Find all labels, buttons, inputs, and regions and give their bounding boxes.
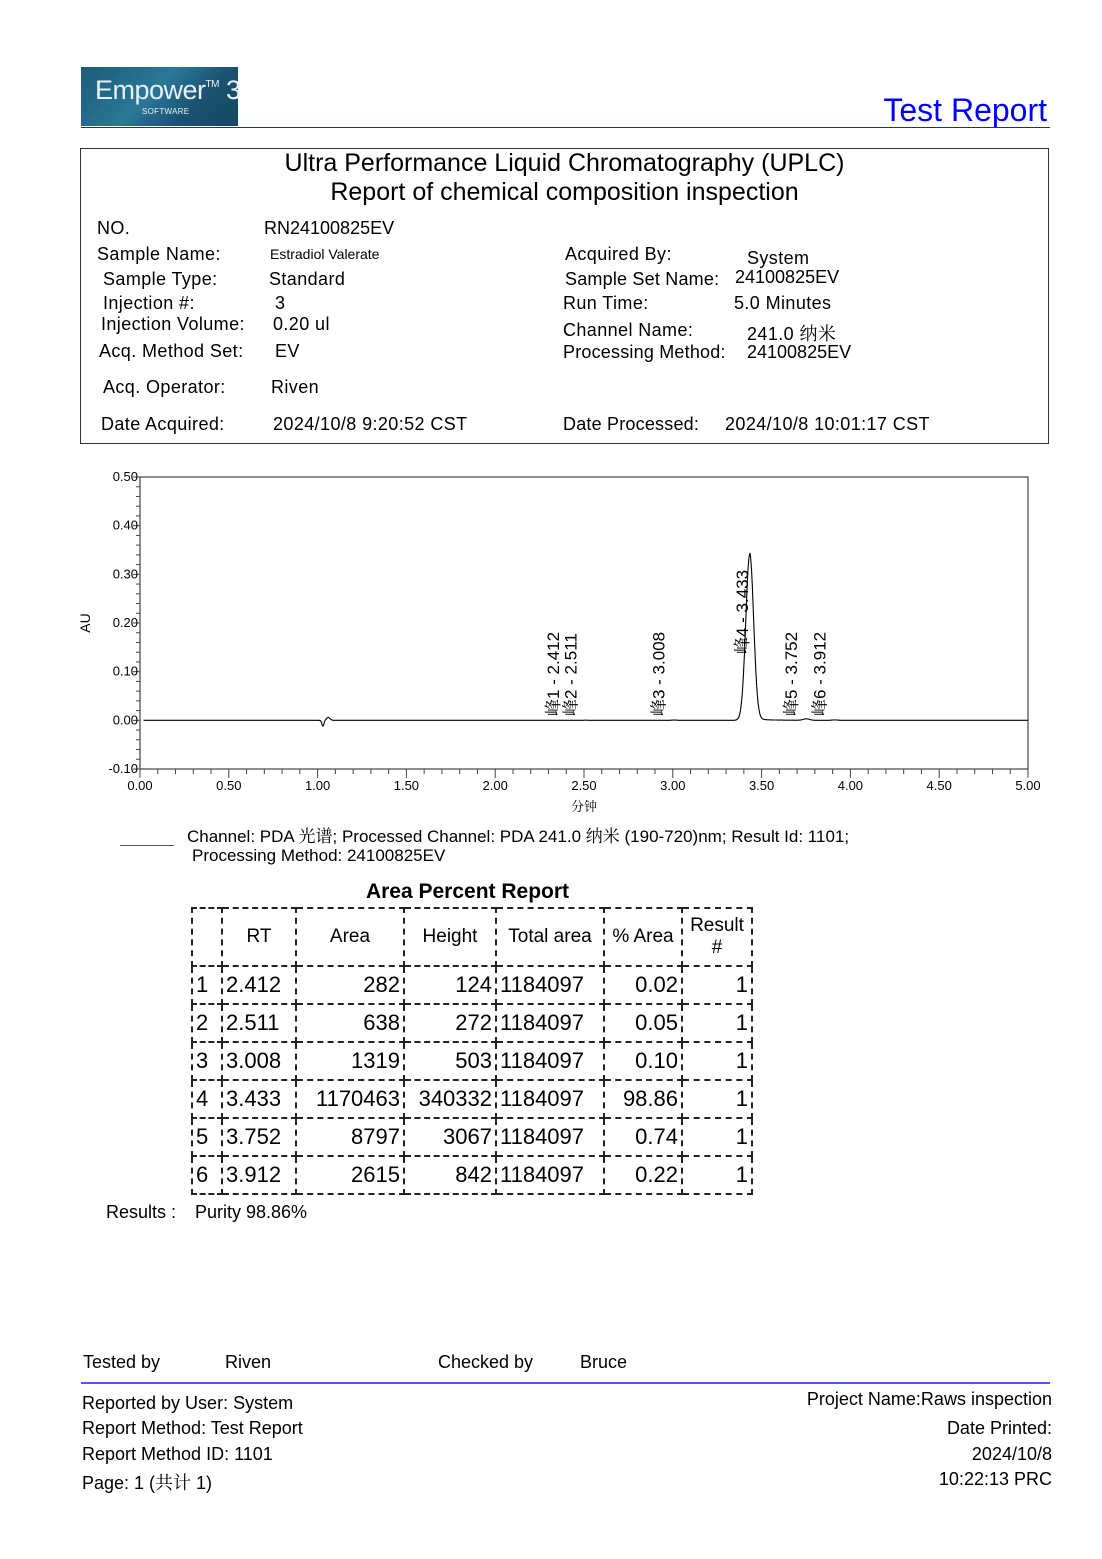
checked-by-value: Bruce (580, 1352, 628, 1372)
x-tick-label: 3.00 (660, 778, 686, 793)
x-tick-label: 1.00 (304, 778, 331, 793)
chromatogram-chart (70, 460, 1060, 820)
legend-processing-method: Processing Method: 24100825EV (192, 846, 446, 865)
cell-total-area: 1184097 (496, 1042, 604, 1080)
processing-method-label: Processing Method: (563, 342, 726, 362)
col-rt: RT (222, 908, 296, 966)
cell-height: 272 (404, 1004, 496, 1042)
cell-result-num: 1 (682, 966, 752, 1004)
acquired-by-value: System (747, 248, 810, 268)
report-method-id: Report Method ID: 1101 (82, 1444, 273, 1464)
table-row (192, 1080, 752, 1118)
acquired-by-label: Acquired By: (565, 244, 672, 264)
cell-rt: 2.412 (222, 966, 296, 1004)
peak-label: 峰5 - 3.752 (781, 631, 801, 716)
cell-total-area: 1184097 (496, 1080, 604, 1118)
cell-rt: 2.511 (222, 1004, 296, 1042)
no-label: NO. (97, 218, 131, 238)
cell-index: 2 (192, 1004, 222, 1042)
peak-label: 峰2 - 2.511 (561, 633, 581, 716)
inj-volume-value: 0.20 ul (273, 314, 330, 334)
cell-result-num: 1 (682, 1118, 752, 1156)
cell-area: 638 (296, 1004, 404, 1042)
y-tick-label: 0.30 (112, 566, 138, 582)
logo-version: 3 (226, 75, 241, 105)
legend-channel-info: Channel: PDA 光谱; Processed Channel: PDA 241.0 纳米 (190-720)nm; Result Id: 1101; (187, 827, 850, 846)
cell-area: 1170463 (296, 1080, 404, 1118)
y-axis-tick-labels (108, 469, 138, 776)
date-acquired-value: 2024/10/8 9:20:52 CST (273, 414, 468, 434)
channel-name-label: Channel Name: (563, 320, 694, 340)
cell-area: 282 (296, 966, 404, 1004)
table-row (192, 1004, 752, 1042)
cell-result-num: 1 (682, 1004, 752, 1042)
y-axis-label: AU (77, 613, 93, 633)
table-row (192, 966, 752, 1004)
cell-result-num: 1 (682, 1156, 752, 1194)
x-tick-label: 3.50 (748, 778, 775, 793)
injection-value: 3 (275, 293, 286, 313)
acq-method-label: Acq. Method Set: (99, 341, 244, 361)
cell-area: 2615 (296, 1156, 404, 1194)
cell-pct-area: 0.22 (604, 1156, 682, 1194)
peak-label: 峰3 - 3.008 (649, 631, 669, 716)
sample-type-value: Standard (269, 269, 346, 289)
date-processed-label: Date Processed: (563, 414, 700, 434)
peak-labels (544, 570, 829, 716)
y-tick-label: 0.50 (112, 469, 138, 484)
cell-height: 503 (404, 1042, 496, 1080)
date-printed-label: Date Printed: (946, 1418, 1052, 1438)
x-axis-label: 分钟 (570, 799, 598, 814)
chromatogram-trace (144, 553, 1028, 726)
x-tick-label: 0.00 (127, 778, 153, 793)
legend-line-swatch (120, 845, 174, 846)
col-index (192, 908, 222, 966)
cell-pct-area: 0.74 (604, 1118, 682, 1156)
col-area: Area (296, 908, 404, 966)
cell-rt: 3.008 (222, 1042, 296, 1080)
cell-pct-area: 0.05 (604, 1004, 682, 1042)
processing-method-value: 24100825EV (747, 342, 852, 362)
tested-by-label: Tested by (83, 1352, 161, 1372)
cell-area: 1319 (296, 1042, 404, 1080)
cell-height: 124 (404, 966, 496, 1004)
cell-total-area: 1184097 (496, 966, 604, 1004)
y-tick-label: 0.00 (112, 712, 138, 728)
cell-rt: 3.912 (222, 1156, 296, 1194)
sample-name-label: Sample Name: (97, 244, 221, 264)
cell-pct-area: 98.86 (604, 1080, 682, 1118)
sample-set-label: Sample Set Name: (565, 269, 720, 289)
x-tick-label: 0.50 (216, 778, 242, 793)
cell-index: 3 (192, 1042, 222, 1080)
x-tick-label: 5.00 (1015, 778, 1041, 793)
run-time-value: 5.0 Minutes (734, 293, 832, 313)
cell-height: 3067 (404, 1118, 496, 1156)
header-divider (81, 127, 1050, 128)
x-tick-label: 4.00 (837, 778, 864, 793)
results-label: Results : (106, 1202, 177, 1222)
col-total-area: Total area (496, 908, 604, 966)
cell-result-num: 1 (682, 1080, 752, 1118)
logo-tm: TM (205, 79, 219, 90)
table-row (192, 1118, 752, 1156)
cell-area: 8797 (296, 1118, 404, 1156)
y-tick-label: 0.40 (112, 517, 138, 533)
area-percent-table (191, 907, 753, 1195)
project-name: Project Name:Raws inspection (806, 1389, 1052, 1409)
cell-rt: 3.752 (222, 1118, 296, 1156)
page-number: Page: 1 (共计 1) (82, 1473, 213, 1493)
doc-title-line1: Ultra Performance Liquid Chromatography (UPLC) (284, 149, 845, 177)
cell-index: 5 (192, 1118, 222, 1156)
acq-operator-value: Riven (271, 377, 320, 397)
x-axis-tick-labels (127, 778, 1040, 793)
acq-operator-label: Acq. Operator: (103, 377, 226, 397)
sample-type-label: Sample Type: (103, 269, 218, 289)
col-height: Height (404, 908, 496, 966)
peak-label: 峰1 - 2.412 (543, 631, 563, 716)
doc-title-line2: Report of chemical composition inspection (330, 178, 799, 206)
table-header-row (192, 908, 752, 966)
x-tick-label: 2.50 (571, 778, 597, 793)
cell-result-num: 1 (682, 1042, 752, 1080)
x-tick-label: 2.00 (482, 778, 508, 793)
checked-by-label: Checked by (438, 1352, 534, 1372)
channel-name-value: 241.0 纳米 (747, 324, 837, 344)
cell-pct-area: 0.10 (604, 1042, 682, 1080)
cell-pct-area: 0.02 (604, 966, 682, 1004)
table-row (192, 1156, 752, 1194)
cell-total-area: 1184097 (496, 1118, 604, 1156)
report-method: Report Method: Test Report (82, 1418, 303, 1438)
col-result-num: Result # (682, 908, 752, 966)
date-processed-value: 2024/10/8 10:01:17 CST (725, 414, 930, 434)
plot-frame (140, 477, 1028, 769)
logo-subtitle: SOFTWARE (142, 107, 190, 116)
inj-volume-label: Injection Volume: (101, 314, 245, 334)
date-printed-time: 10:22:13 PRC (938, 1469, 1052, 1489)
sample-name-value: Estradiol Valerate (270, 246, 380, 262)
sample-set-value: 24100825EV (735, 267, 840, 287)
cell-total-area: 1184097 (496, 1156, 604, 1194)
run-time-label: Run Time: (563, 293, 649, 313)
cell-index: 1 (192, 966, 222, 1004)
cell-index: 6 (192, 1156, 222, 1194)
cell-index: 4 (192, 1080, 222, 1118)
report-title: Test Report (883, 92, 1047, 128)
results-value: Purity 98.86% (195, 1202, 308, 1222)
cell-height: 340332 (404, 1080, 496, 1118)
reported-by: Reported by User: System (82, 1393, 294, 1413)
peak-label: 峰6 - 3.912 (810, 631, 830, 716)
logo-word: Empower (95, 75, 206, 105)
cell-height: 842 (404, 1156, 496, 1194)
x-tick-label: 1.50 (393, 778, 420, 793)
x-axis-ticks (140, 769, 1028, 778)
cell-total-area: 1184097 (496, 1004, 604, 1042)
area-report-title: Area Percent Report (365, 880, 570, 903)
table-row (192, 1042, 752, 1080)
y-tick-label: 0.20 (112, 615, 138, 630)
tested-by-value: Riven (225, 1352, 272, 1372)
cell-rt: 3.433 (222, 1080, 296, 1118)
date-printed-date: 2024/10/8 (971, 1444, 1052, 1464)
y-tick-label: -0.10 (108, 761, 138, 776)
date-acquired-label: Date Acquired: (101, 414, 225, 434)
empower-logo (81, 67, 241, 126)
injection-label: Injection #: (103, 293, 195, 313)
peak-label: 峰4 - 3.433 (733, 569, 753, 654)
no-value: RN24100825EV (264, 218, 395, 238)
col-pct-area: % Area (604, 908, 682, 966)
y-tick-label: 0.10 (112, 663, 138, 679)
footer-divider (81, 1382, 1050, 1384)
acq-method-value: EV (275, 341, 300, 361)
x-tick-label: 4.50 (926, 778, 952, 793)
